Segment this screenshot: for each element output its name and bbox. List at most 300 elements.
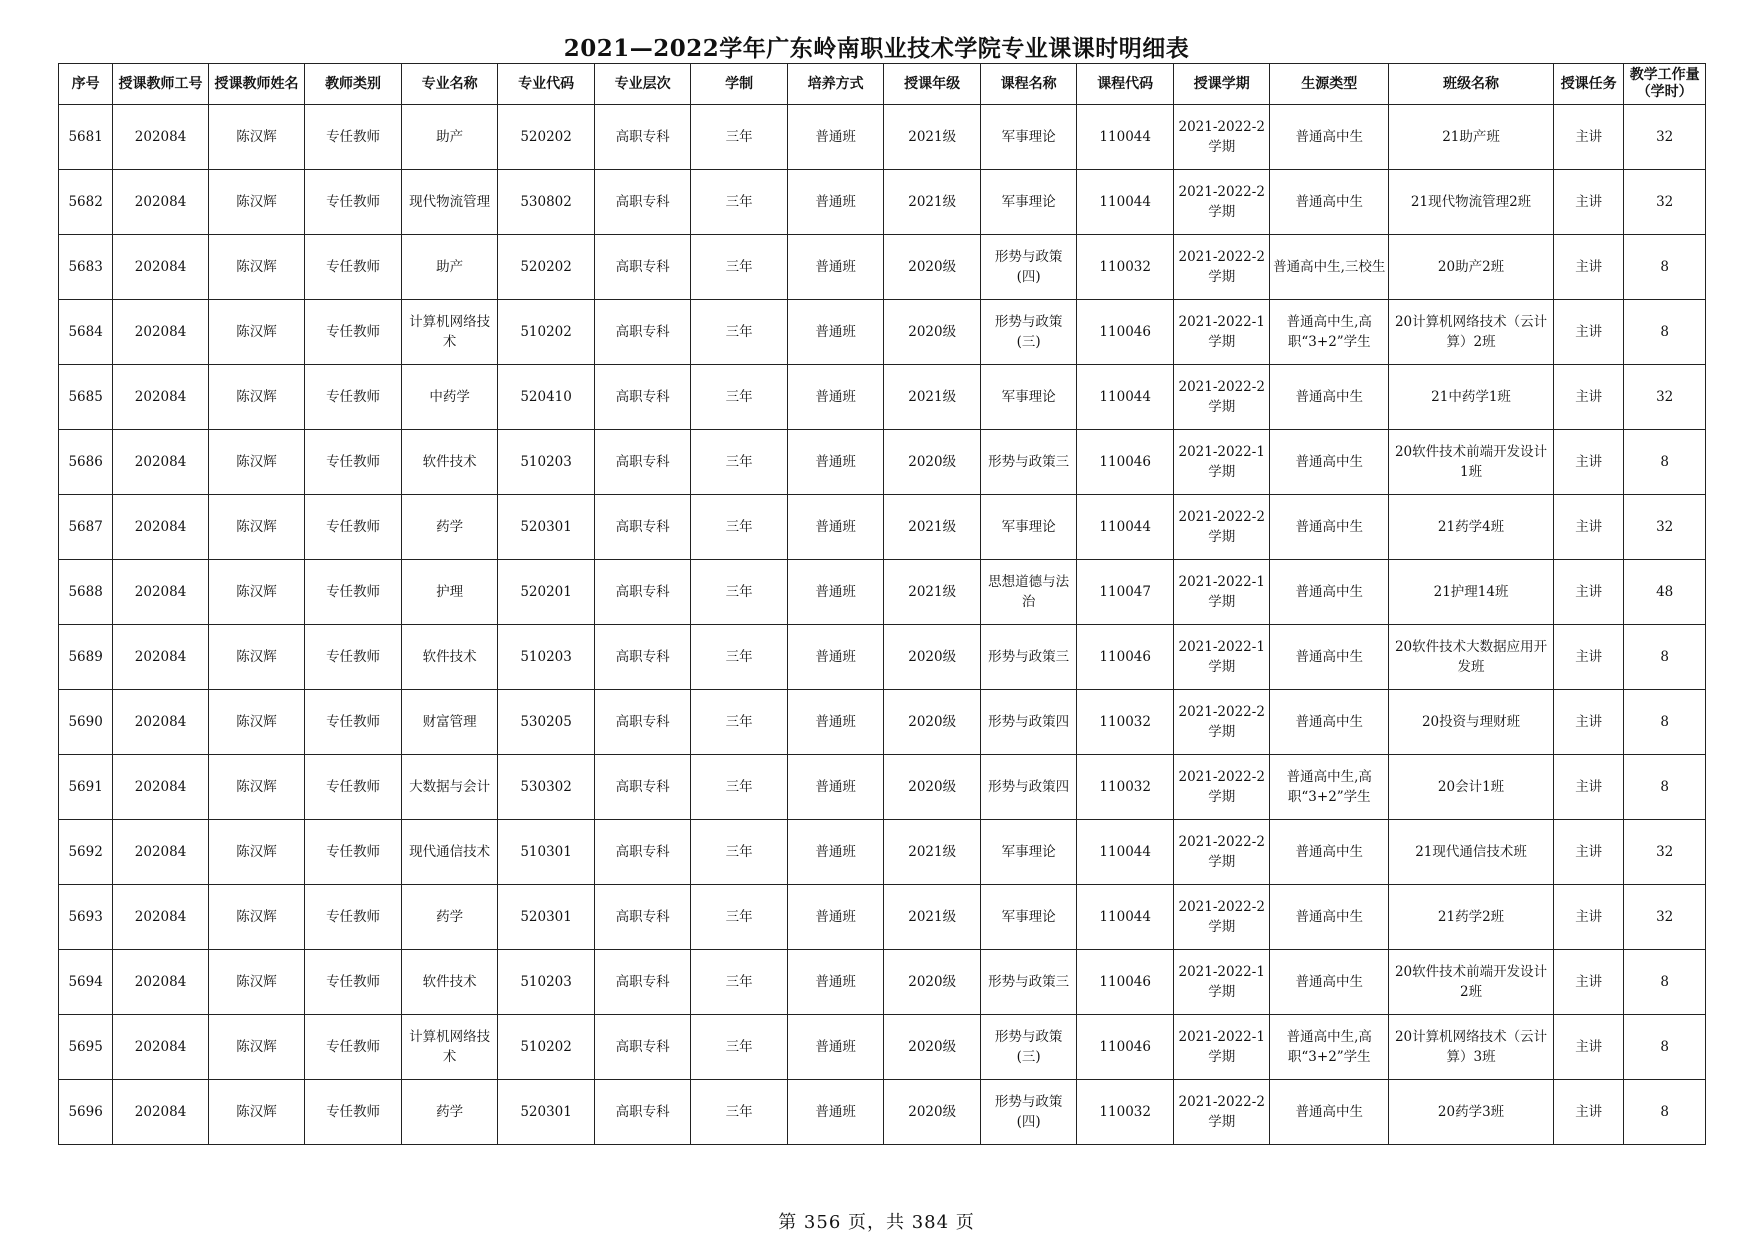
table-cell: 主讲 [1554, 755, 1624, 820]
table-cell: 5692 [59, 820, 113, 885]
table-cell: 计算机网络技术 [401, 300, 498, 365]
table-cell: 2021-2022-2学期 [1173, 1080, 1270, 1145]
table-cell: 大数据与会计 [401, 755, 498, 820]
table-cell: 财富管理 [401, 690, 498, 755]
table-cell: 高职专科 [594, 690, 691, 755]
column-header: 学制 [691, 64, 788, 105]
table-cell: 普通班 [787, 365, 884, 430]
table-cell: 形势与政策四 [980, 690, 1077, 755]
table-cell: 军事理论 [980, 105, 1077, 170]
table-row [59, 690, 1706, 755]
table-cell: 32 [1624, 105, 1706, 170]
table-cell: 三年 [691, 560, 788, 625]
table-cell: 普通班 [787, 495, 884, 560]
table-cell: 21药学2班 [1389, 885, 1554, 950]
table-row [59, 235, 1706, 300]
table-cell: 520410 [498, 365, 595, 430]
column-header: 授课任务 [1554, 64, 1624, 105]
table-cell: 陈汉辉 [208, 300, 305, 365]
table-cell: 主讲 [1554, 495, 1624, 560]
table-cell: 2020级 [884, 690, 981, 755]
table-cell: 三年 [691, 365, 788, 430]
table-cell: 2021-2022-1学期 [1173, 1015, 1270, 1080]
table-cell: 5681 [59, 105, 113, 170]
table-row [59, 560, 1706, 625]
table-cell: 5684 [59, 300, 113, 365]
table-row [59, 430, 1706, 495]
table-cell: 助产 [401, 105, 498, 170]
table-cell: 主讲 [1554, 235, 1624, 300]
table-cell: 普通高中生 [1270, 365, 1389, 430]
table-cell: 110046 [1077, 430, 1174, 495]
table-cell: 形势与政策(三) [980, 300, 1077, 365]
table-cell: 110046 [1077, 625, 1174, 690]
table-cell: 5690 [59, 690, 113, 755]
table-cell: 三年 [691, 235, 788, 300]
table-cell: 主讲 [1554, 820, 1624, 885]
table-cell: 普通高中生,高职“3+2”学生 [1270, 755, 1389, 820]
table-row [59, 170, 1706, 235]
table-cell: 21现代物流管理2班 [1389, 170, 1554, 235]
table-cell: 主讲 [1554, 690, 1624, 755]
table-cell: 高职专科 [594, 1080, 691, 1145]
table-cell: 202084 [113, 950, 209, 1015]
table-cell: 2020级 [884, 625, 981, 690]
table-cell: 202084 [113, 1015, 209, 1080]
table-cell: 2021-2022-1学期 [1173, 950, 1270, 1015]
table-cell: 510203 [498, 950, 595, 1015]
table-cell: 主讲 [1554, 560, 1624, 625]
table-cell: 药学 [401, 885, 498, 950]
table-cell: 110046 [1077, 300, 1174, 365]
table-cell: 陈汉辉 [208, 1015, 305, 1080]
table-cell: 8 [1624, 1015, 1706, 1080]
table-cell: 专任教师 [305, 625, 402, 690]
table-cell: 5686 [59, 430, 113, 495]
table-cell: 21药学4班 [1389, 495, 1554, 560]
table-cell: 计算机网络技术 [401, 1015, 498, 1080]
table-cell: 专任教师 [305, 235, 402, 300]
table-cell: 110044 [1077, 495, 1174, 560]
column-header: 专业层次 [594, 64, 691, 105]
table-cell: 三年 [691, 1015, 788, 1080]
table-cell: 21现代通信技术班 [1389, 820, 1554, 885]
table-cell: 520202 [498, 105, 595, 170]
table-cell: 专任教师 [305, 885, 402, 950]
table-cell: 110044 [1077, 365, 1174, 430]
column-header: 序号 [59, 64, 113, 105]
table-cell: 32 [1624, 885, 1706, 950]
table-cell: 专任教师 [305, 950, 402, 1015]
table-cell: 2021级 [884, 820, 981, 885]
table-cell: 高职专科 [594, 560, 691, 625]
table-cell: 110032 [1077, 755, 1174, 820]
table-cell: 陈汉辉 [208, 495, 305, 560]
table-cell: 三年 [691, 690, 788, 755]
table-cell: 软件技术 [401, 950, 498, 1015]
table-cell: 军事理论 [980, 365, 1077, 430]
table-cell: 陈汉辉 [208, 235, 305, 300]
table-cell: 三年 [691, 1080, 788, 1145]
table-cell: 2021级 [884, 560, 981, 625]
table-row [59, 1015, 1706, 1080]
table-cell: 专任教师 [305, 1015, 402, 1080]
table-cell: 510203 [498, 625, 595, 690]
table-cell: 202084 [113, 105, 209, 170]
table-cell: 2021级 [884, 365, 981, 430]
table-cell: 202084 [113, 365, 209, 430]
table-cell: 202084 [113, 625, 209, 690]
table-cell: 2021-2022-1学期 [1173, 300, 1270, 365]
table-cell: 专任教师 [305, 170, 402, 235]
table-cell: 202084 [113, 495, 209, 560]
table-cell: 20软件技术大数据应用开发班 [1389, 625, 1554, 690]
table-cell: 5691 [59, 755, 113, 820]
column-header: 授课教师工号 [113, 64, 209, 105]
table-cell: 2021-2022-2学期 [1173, 820, 1270, 885]
page-title: 2021—2022学年广东岭南职业技术学院专业课课时明细表 [563, 35, 1190, 62]
table-cell: 专任教师 [305, 105, 402, 170]
table-cell: 高职专科 [594, 820, 691, 885]
table-cell: 三年 [691, 820, 788, 885]
table-cell: 思想道德与法治 [980, 560, 1077, 625]
table-row [59, 105, 1706, 170]
table-cell: 形势与政策(三) [980, 1015, 1077, 1080]
table-cell: 8 [1624, 950, 1706, 1015]
table-cell: 2021-2022-2学期 [1173, 690, 1270, 755]
table-cell: 陈汉辉 [208, 625, 305, 690]
table-cell: 主讲 [1554, 1015, 1624, 1080]
table-cell: 中药学 [401, 365, 498, 430]
table-cell: 三年 [691, 755, 788, 820]
table-cell: 5689 [59, 625, 113, 690]
table-cell: 20助产2班 [1389, 235, 1554, 300]
table-cell: 专任教师 [305, 755, 402, 820]
table-cell: 高职专科 [594, 430, 691, 495]
table-cell: 普通高中生 [1270, 885, 1389, 950]
table-cell: 普通班 [787, 170, 884, 235]
table-cell: 5687 [59, 495, 113, 560]
table-row [59, 300, 1706, 365]
table-cell: 110044 [1077, 820, 1174, 885]
table-cell: 主讲 [1554, 365, 1624, 430]
table-cell: 110044 [1077, 885, 1174, 950]
table-cell: 110047 [1077, 560, 1174, 625]
table-cell: 2020级 [884, 1015, 981, 1080]
table-cell: 高职专科 [594, 170, 691, 235]
table-cell: 8 [1624, 1080, 1706, 1145]
table-cell: 高职专科 [594, 495, 691, 560]
table-cell: 2020级 [884, 235, 981, 300]
table-cell: 202084 [113, 820, 209, 885]
table-cell: 军事理论 [980, 885, 1077, 950]
table-cell: 8 [1624, 430, 1706, 495]
table-cell: 高职专科 [594, 365, 691, 430]
table-row [59, 365, 1706, 430]
table-cell: 专任教师 [305, 820, 402, 885]
table-cell: 高职专科 [594, 235, 691, 300]
table-cell: 陈汉辉 [208, 755, 305, 820]
table-cell: 现代通信技术 [401, 820, 498, 885]
table-cell: 110032 [1077, 235, 1174, 300]
table-cell: 普通班 [787, 235, 884, 300]
table-cell: 主讲 [1554, 300, 1624, 365]
table-cell: 520301 [498, 1080, 595, 1145]
table-cell: 三年 [691, 885, 788, 950]
table-cell: 2020级 [884, 755, 981, 820]
table-cell: 20计算机网络技术（云计算）2班 [1389, 300, 1554, 365]
table-cell: 5683 [59, 235, 113, 300]
table-cell: 陈汉辉 [208, 1080, 305, 1145]
table-cell: 普通高中生 [1270, 430, 1389, 495]
table-cell: 510301 [498, 820, 595, 885]
table-cell: 202084 [113, 560, 209, 625]
table-cell: 形势与政策三 [980, 625, 1077, 690]
table-cell: 主讲 [1554, 430, 1624, 495]
table-cell: 陈汉辉 [208, 885, 305, 950]
table-cell: 普通高中生 [1270, 170, 1389, 235]
table-cell: 主讲 [1554, 1080, 1624, 1145]
table-cell: 形势与政策三 [980, 950, 1077, 1015]
table-cell: 20软件技术前端开发设计1班 [1389, 430, 1554, 495]
table-cell: 专任教师 [305, 495, 402, 560]
table-row [59, 755, 1706, 820]
course-hours-table [58, 63, 1706, 1145]
table-cell: 8 [1624, 755, 1706, 820]
table-cell: 形势与政策四 [980, 755, 1077, 820]
table-cell: 普通班 [787, 625, 884, 690]
table-row [59, 820, 1706, 885]
table-cell: 32 [1624, 495, 1706, 560]
table-cell: 2021级 [884, 105, 981, 170]
table-cell: 32 [1624, 820, 1706, 885]
table-cell: 21护理14班 [1389, 560, 1554, 625]
table-cell: 530302 [498, 755, 595, 820]
table-cell: 202084 [113, 300, 209, 365]
table-cell: 三年 [691, 300, 788, 365]
table-cell: 三年 [691, 170, 788, 235]
table-cell: 普通高中生 [1270, 625, 1389, 690]
table-cell: 8 [1624, 690, 1706, 755]
table-cell: 2021级 [884, 495, 981, 560]
table-cell: 5685 [59, 365, 113, 430]
table-cell: 高职专科 [594, 950, 691, 1015]
table-cell: 三年 [691, 625, 788, 690]
table-row [59, 950, 1706, 1015]
page-footer: 第 356 页，共 384 页 [778, 1212, 975, 1233]
table-cell: 110046 [1077, 950, 1174, 1015]
table-cell: 530205 [498, 690, 595, 755]
table-cell: 5695 [59, 1015, 113, 1080]
table-cell: 520202 [498, 235, 595, 300]
column-header: 班级名称 [1389, 64, 1554, 105]
table-cell: 2021-2022-2学期 [1173, 755, 1270, 820]
table-cell: 110044 [1077, 105, 1174, 170]
table-cell: 普通高中生 [1270, 1080, 1389, 1145]
table-cell: 主讲 [1554, 950, 1624, 1015]
table-cell: 510203 [498, 430, 595, 495]
column-header: 生源类型 [1270, 64, 1389, 105]
column-header: 课程名称 [980, 64, 1077, 105]
table-cell: 主讲 [1554, 625, 1624, 690]
column-header: 培养方式 [787, 64, 884, 105]
table-cell: 202084 [113, 170, 209, 235]
table-cell: 陈汉辉 [208, 365, 305, 430]
column-header: 授课教师姓名 [208, 64, 305, 105]
table-cell: 普通班 [787, 430, 884, 495]
table-row [59, 625, 1706, 690]
table-cell: 专任教师 [305, 1080, 402, 1145]
table-cell: 520201 [498, 560, 595, 625]
table-cell: 5696 [59, 1080, 113, 1145]
table-cell: 军事理论 [980, 170, 1077, 235]
column-header: 专业名称 [401, 64, 498, 105]
table-cell: 普通班 [787, 1015, 884, 1080]
table-cell: 普通高中生 [1270, 560, 1389, 625]
table-cell: 21助产班 [1389, 105, 1554, 170]
table-cell: 三年 [691, 430, 788, 495]
table-cell: 8 [1624, 235, 1706, 300]
table-cell: 520301 [498, 885, 595, 950]
table-cell: 陈汉辉 [208, 430, 305, 495]
table-cell: 2020级 [884, 300, 981, 365]
table-cell: 2020级 [884, 430, 981, 495]
table-cell: 2021-2022-2学期 [1173, 170, 1270, 235]
table-cell: 软件技术 [401, 430, 498, 495]
table-cell: 普通班 [787, 105, 884, 170]
table-cell: 高职专科 [594, 1015, 691, 1080]
table-cell: 2021-2022-2学期 [1173, 235, 1270, 300]
table-cell: 530802 [498, 170, 595, 235]
table-cell: 军事理论 [980, 495, 1077, 560]
table-cell: 普通高中生 [1270, 950, 1389, 1015]
table-cell: 普通班 [787, 755, 884, 820]
table-cell: 军事理论 [980, 820, 1077, 885]
table-cell: 普通班 [787, 1080, 884, 1145]
table-cell: 8 [1624, 300, 1706, 365]
table-cell: 高职专科 [594, 755, 691, 820]
table-cell: 2021-2022-1学期 [1173, 625, 1270, 690]
table-cell: 510202 [498, 300, 595, 365]
table-cell: 形势与政策三 [980, 430, 1077, 495]
table-cell: 助产 [401, 235, 498, 300]
column-header: 授课年级 [884, 64, 981, 105]
table-cell: 护理 [401, 560, 498, 625]
table-cell: 药学 [401, 1080, 498, 1145]
table-cell: 普通班 [787, 885, 884, 950]
table-cell: 主讲 [1554, 885, 1624, 950]
table-cell: 2021-2022-1学期 [1173, 430, 1270, 495]
column-header: 专业代码 [498, 64, 595, 105]
table-cell: 32 [1624, 365, 1706, 430]
table-cell: 20计算机网络技术（云计算）3班 [1389, 1015, 1554, 1080]
table-cell: 普通班 [787, 820, 884, 885]
table-cell: 陈汉辉 [208, 950, 305, 1015]
table-cell: 普通班 [787, 300, 884, 365]
table-cell: 三年 [691, 495, 788, 560]
table-cell: 三年 [691, 105, 788, 170]
table-cell: 普通高中生,三校生 [1270, 235, 1389, 300]
table-cell: 5694 [59, 950, 113, 1015]
table-cell: 陈汉辉 [208, 560, 305, 625]
table-cell: 专任教师 [305, 560, 402, 625]
table-cell: 32 [1624, 170, 1706, 235]
table-cell: 202084 [113, 885, 209, 950]
table-cell: 20药学3班 [1389, 1080, 1554, 1145]
column-header: 教师类别 [305, 64, 402, 105]
table-cell: 普通班 [787, 690, 884, 755]
table-cell: 48 [1624, 560, 1706, 625]
table-cell: 专任教师 [305, 430, 402, 495]
table-cell: 202084 [113, 1080, 209, 1145]
table-cell: 普通高中生,高职“3+2”学生 [1270, 1015, 1389, 1080]
table-cell: 202084 [113, 690, 209, 755]
table-cell: 陈汉辉 [208, 820, 305, 885]
table-cell: 20投资与理财班 [1389, 690, 1554, 755]
table-cell: 2020级 [884, 1080, 981, 1145]
table-cell: 普通班 [787, 950, 884, 1015]
table-cell: 2021-2022-2学期 [1173, 495, 1270, 560]
table-row [59, 885, 1706, 950]
table-cell: 普通高中生 [1270, 820, 1389, 885]
table-row [59, 1080, 1706, 1145]
table-cell: 高职专科 [594, 300, 691, 365]
table-cell: 110046 [1077, 1015, 1174, 1080]
table-cell: 5693 [59, 885, 113, 950]
table-cell: 药学 [401, 495, 498, 560]
table-cell: 陈汉辉 [208, 105, 305, 170]
table-cell: 陈汉辉 [208, 170, 305, 235]
table-cell: 高职专科 [594, 885, 691, 950]
table-cell: 形势与政策(四) [980, 1080, 1077, 1145]
table-cell: 软件技术 [401, 625, 498, 690]
table-cell: 普通高中生 [1270, 495, 1389, 560]
table-cell: 普通班 [787, 560, 884, 625]
table-cell: 20会计1班 [1389, 755, 1554, 820]
table-cell: 形势与政策(四) [980, 235, 1077, 300]
table-cell: 陈汉辉 [208, 690, 305, 755]
table-cell: 202084 [113, 235, 209, 300]
column-header: 授课学期 [1173, 64, 1270, 105]
table-cell: 专任教师 [305, 365, 402, 430]
table-cell: 2021-2022-2学期 [1173, 105, 1270, 170]
table-cell: 专任教师 [305, 690, 402, 755]
table-cell: 202084 [113, 430, 209, 495]
table-cell: 三年 [691, 950, 788, 1015]
table-cell: 现代物流管理 [401, 170, 498, 235]
table-cell: 普通高中生 [1270, 690, 1389, 755]
table-cell: 5688 [59, 560, 113, 625]
table-cell: 主讲 [1554, 170, 1624, 235]
table-cell: 110044 [1077, 170, 1174, 235]
table-cell: 2021-2022-2学期 [1173, 885, 1270, 950]
table-cell: 110032 [1077, 690, 1174, 755]
table-cell: 2021-2022-1学期 [1173, 560, 1270, 625]
table-cell: 主讲 [1554, 105, 1624, 170]
table-row [59, 495, 1706, 560]
table-cell: 20软件技术前端开发设计2班 [1389, 950, 1554, 1015]
table-cell: 8 [1624, 625, 1706, 690]
table-cell: 专任教师 [305, 300, 402, 365]
column-header: 教学工作量（学时） [1624, 64, 1706, 105]
table-cell: 普通高中生 [1270, 105, 1389, 170]
table-cell: 高职专科 [594, 625, 691, 690]
table-header-row [59, 64, 1706, 105]
table-cell: 2021-2022-2学期 [1173, 365, 1270, 430]
column-header: 课程代码 [1077, 64, 1174, 105]
table-cell: 520301 [498, 495, 595, 560]
table-cell: 高职专科 [594, 105, 691, 170]
